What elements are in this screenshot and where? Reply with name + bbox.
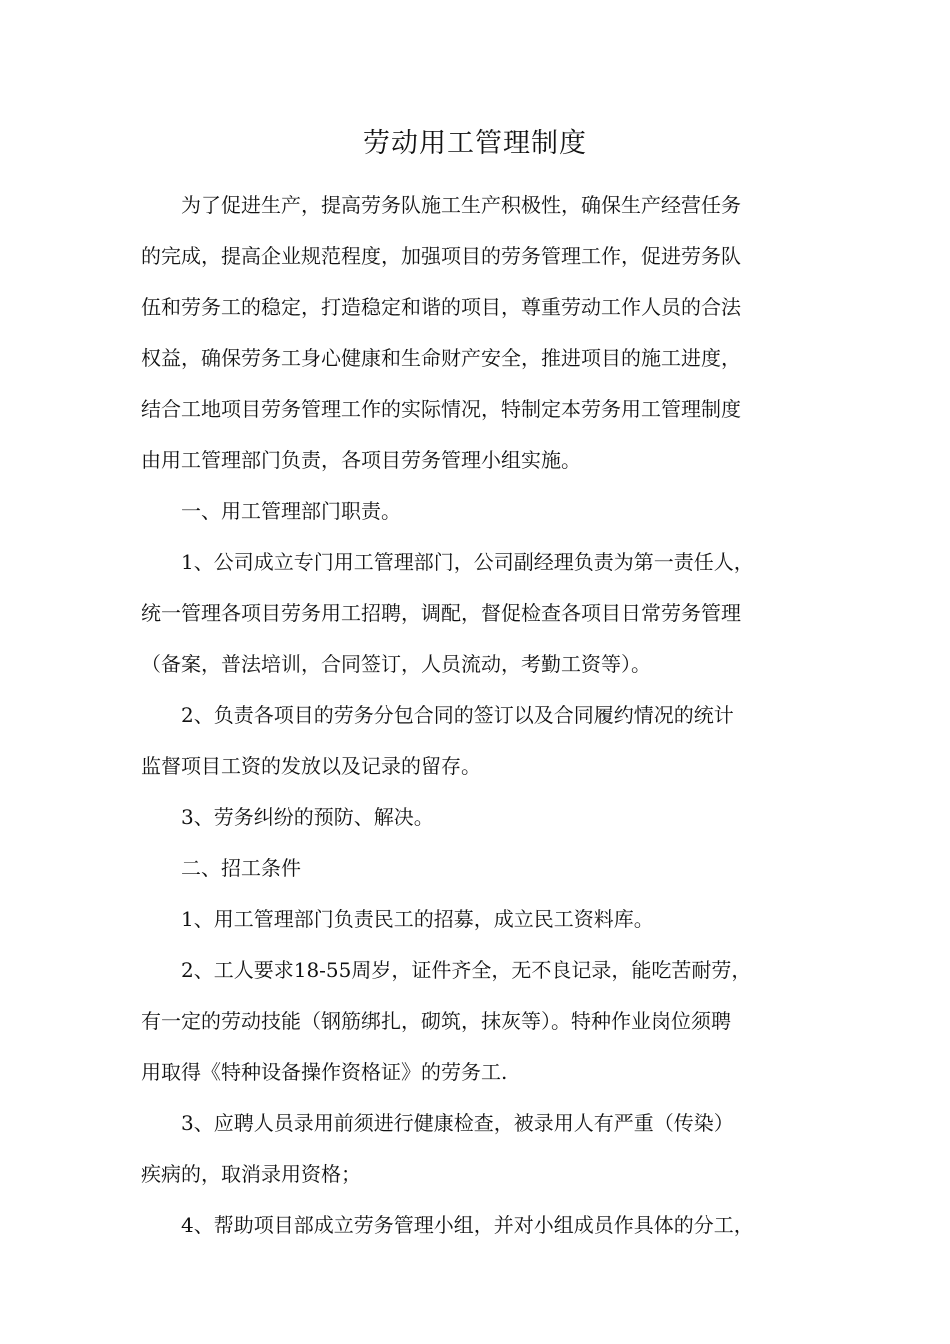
paragraph: [141, 180, 821, 486]
paragraph-line: 统一管理各项目劳务用工招聘，调配，督促检查各项目日常劳务管理: [141, 601, 741, 625]
document-body: [141, 180, 821, 1251]
paragraph-line: 疾病的，取消录用资格；: [141, 1162, 361, 1186]
paragraph-line: 2、工人要求18-55周岁，证件齐全，无不良记录，能吃苦耐劳，: [181, 958, 752, 982]
paragraph-line: 3、劳务纠纷的预防、解决。: [181, 805, 434, 829]
paragraph: [141, 792, 821, 843]
paragraph: [141, 894, 821, 945]
paragraph-line: 由用工管理部门负责，各项目劳务管理小组实施。: [141, 448, 581, 472]
paragraph-line: 用取得《特种设备操作资格证》的劳务工.: [141, 1060, 508, 1084]
paragraph: [141, 1200, 821, 1251]
paragraph-line: 1、用工管理部门负责民工的招募，成立民工资料库。: [181, 907, 654, 931]
paragraph-line: 监督项目工资的发放以及记录的留存。: [141, 754, 481, 778]
paragraph-line: （备案，普法培训，合同签订，人员流动，考勤工资等）。: [141, 652, 651, 676]
paragraph: [141, 537, 821, 690]
document-title: 劳动用工管理制度: [363, 128, 587, 159]
paragraph-line: 权益，确保劳务工身心健康和生命财产安全，推进项目的施工进度，: [141, 346, 741, 370]
paragraph-line: 伍和劳务工的稳定，打造稳定和谐的项目，尊重劳动工作人员的合法: [141, 295, 741, 319]
paragraph: [141, 843, 821, 894]
paragraph: [141, 690, 821, 792]
paragraph-line: 1、公司成立专门用工管理部门，公司副经理负责为第一责任人，: [181, 550, 754, 574]
paragraph-line: 为了促进生产，提高劳务队施工生产积极性，确保生产经营任务: [181, 193, 741, 217]
paragraph: [141, 486, 821, 537]
paragraph-line: 一、用工管理部门职责。: [181, 499, 401, 523]
paragraph: [141, 1098, 821, 1200]
paragraph: [141, 945, 821, 1098]
paragraph-line: 3、应聘人员录用前须进行健康检查，被录用人有严重（传染）: [181, 1111, 734, 1135]
paragraph-line: 有一定的劳动技能（钢筋绑扎，砌筑，抹灰等）。特种作业岗位须聘: [141, 1009, 731, 1033]
paragraph-line: 4、帮助项目部成立劳务管理小组，并对小组成员作具体的分工，: [181, 1213, 754, 1237]
paragraph-line: 二、招工条件: [181, 856, 301, 880]
paragraph-line: 结合工地项目劳务管理工作的实际情况，特制定本劳务用工管理制度: [141, 397, 741, 421]
paragraph-line: 的完成，提高企业规范程度，加强项目的劳务管理工作，促进劳务队: [141, 244, 741, 268]
paragraph-line: 2、负责各项目的劳务分包合同的签订以及合同履约情况的统计: [181, 703, 734, 727]
